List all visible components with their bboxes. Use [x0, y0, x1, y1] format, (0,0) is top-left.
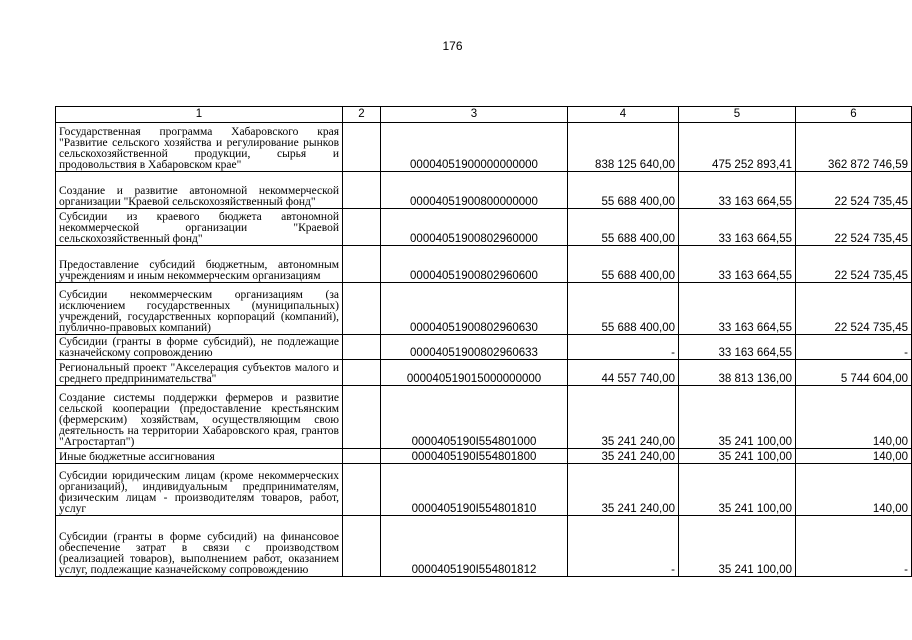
row-code: 0000405190I554801810 — [381, 464, 568, 516]
row-value-6: 362 872 746,59 — [796, 123, 912, 172]
row-code: 00004051900802960633 — [381, 335, 568, 360]
row-col2 — [343, 516, 381, 577]
row-value-4: 55 688 400,00 — [568, 172, 679, 209]
budget-table — [55, 106, 912, 577]
table-row — [56, 516, 912, 577]
row-value-6: 5 744 604,00 — [796, 360, 912, 386]
row-value-4: - — [568, 516, 679, 577]
row-code: 0000405190I554801812 — [381, 516, 568, 577]
row-value-5: 35 241 100,00 — [679, 516, 796, 577]
row-value-5: 35 241 100,00 — [679, 386, 796, 449]
row-value-4: 55 688 400,00 — [568, 209, 679, 246]
row-col2 — [343, 360, 381, 386]
row-value-6: 140,00 — [796, 386, 912, 449]
table-row — [56, 386, 912, 449]
column-header: 6 — [796, 107, 912, 123]
row-name: Создание системы поддержки фермеров и развитие сельской кооперации (предоставление крестьянским (фермерским) хозяйствам, осуществляющим свою деятельность на территории Хабаровского края, грантов "Агростартап") — [56, 386, 343, 449]
row-value-4: 55 688 400,00 — [568, 246, 679, 283]
row-col2 — [343, 283, 381, 335]
row-value-5: 475 252 893,41 — [679, 123, 796, 172]
column-header: 2 — [343, 107, 381, 123]
row-value-5: 33 163 664,55 — [679, 246, 796, 283]
row-value-5: 33 163 664,55 — [679, 335, 796, 360]
row-value-4: 55 688 400,00 — [568, 283, 679, 335]
row-value-5: 35 241 100,00 — [679, 464, 796, 516]
table-row — [56, 335, 912, 360]
row-col2 — [343, 123, 381, 172]
row-value-4: 35 241 240,00 — [568, 386, 679, 449]
row-value-4: - — [568, 335, 679, 360]
row-col2 — [343, 464, 381, 516]
row-col2 — [343, 246, 381, 283]
row-value-4: 35 241 240,00 — [568, 449, 679, 464]
row-value-5: 38 813 136,00 — [679, 360, 796, 386]
row-value-4: 44 557 740,00 — [568, 360, 679, 386]
row-value-6: 140,00 — [796, 464, 912, 516]
row-col2 — [343, 209, 381, 246]
row-value-5: 33 163 664,55 — [679, 172, 796, 209]
row-value-6: - — [796, 335, 912, 360]
table-row — [56, 209, 912, 246]
table-row — [56, 172, 912, 209]
row-value-6: 140,00 — [796, 449, 912, 464]
page-number: 176 — [442, 39, 463, 53]
row-code: 00004051900802960630 — [381, 283, 568, 335]
row-value-5: 35 241 100,00 — [679, 449, 796, 464]
row-value-6: 22 524 735,45 — [796, 246, 912, 283]
table-row — [56, 123, 912, 172]
row-col2 — [343, 449, 381, 464]
row-name: Субсидии (гранты в форме субсидий) на финансовое обеспечение затрат в связи с производством (реализацией товаров), выполнением работ, оказанием услуг, подлежащие казначейскому сопровождению — [56, 516, 343, 577]
column-header: 5 — [679, 107, 796, 123]
row-name: Субсидии юридическим лицам (кроме некоммерческих организаций), индивидуальным предпринимателям, физическим лицам - производителям товаров, работ, услуг — [56, 464, 343, 516]
row-value-4: 35 241 240,00 — [568, 464, 679, 516]
row-name: Создание и развитие автономной некоммерческой организации "Краевой сельскохозяйственный фонд" — [56, 172, 343, 209]
column-header: 1 — [56, 107, 343, 123]
table-row — [56, 246, 912, 283]
table-row — [56, 464, 912, 516]
table-row — [56, 360, 912, 386]
row-value-6: 22 524 735,45 — [796, 209, 912, 246]
row-value-5: 33 163 664,55 — [679, 283, 796, 335]
table-row — [56, 283, 912, 335]
row-col2 — [343, 172, 381, 209]
row-name: Государственная программа Хабаровского края "Развитие сельского хозяйства и регулирование рынков сельскохозяйственной продукции, сырья и продовольствия в Хабаровском крае" — [56, 123, 343, 172]
row-value-4: 838 125 640,00 — [568, 123, 679, 172]
table-header-row — [56, 107, 912, 123]
row-code: 0000405190I554801000 — [381, 386, 568, 449]
row-code: 00004051900802960600 — [381, 246, 568, 283]
row-name: Субсидии некоммерческим организациям (за исключением государственных (муниципальных) учреждений, государственных корпораций (компаний), публично-правовых компаний) — [56, 283, 343, 335]
row-code: 00004051900802960000 — [381, 209, 568, 246]
row-code: 0000405190I554801800 — [381, 449, 568, 464]
column-header: 4 — [568, 107, 679, 123]
row-name: Субсидии из краевого бюджета автономной некоммерческой организации "Краевой сельскохозяйственный фонд" — [56, 209, 343, 246]
row-code: 00004051900800000000 — [381, 172, 568, 209]
column-header: 3 — [381, 107, 568, 123]
row-value-6: 22 524 735,45 — [796, 172, 912, 209]
row-name: Региональный проект "Акселерация субъектов малого и среднего предпринимательства" — [56, 360, 343, 386]
row-code: 00004051900000000000 — [381, 123, 568, 172]
row-name: Субсидии (гранты в форме субсидий), не подлежащие казначейскому сопровождению — [56, 335, 343, 360]
row-code: 000040519015000000000 — [381, 360, 568, 386]
row-name: Предоставление субсидий бюджетным, автономным учреждениям и иным некоммерческим организациям — [56, 246, 343, 283]
row-value-6: 22 524 735,45 — [796, 283, 912, 335]
row-name: Иные бюджетные ассигнования — [56, 449, 343, 464]
row-col2 — [343, 386, 381, 449]
row-value-5: 33 163 664,55 — [679, 209, 796, 246]
row-value-6: - — [796, 516, 912, 577]
table-row — [56, 449, 912, 464]
row-col2 — [343, 335, 381, 360]
